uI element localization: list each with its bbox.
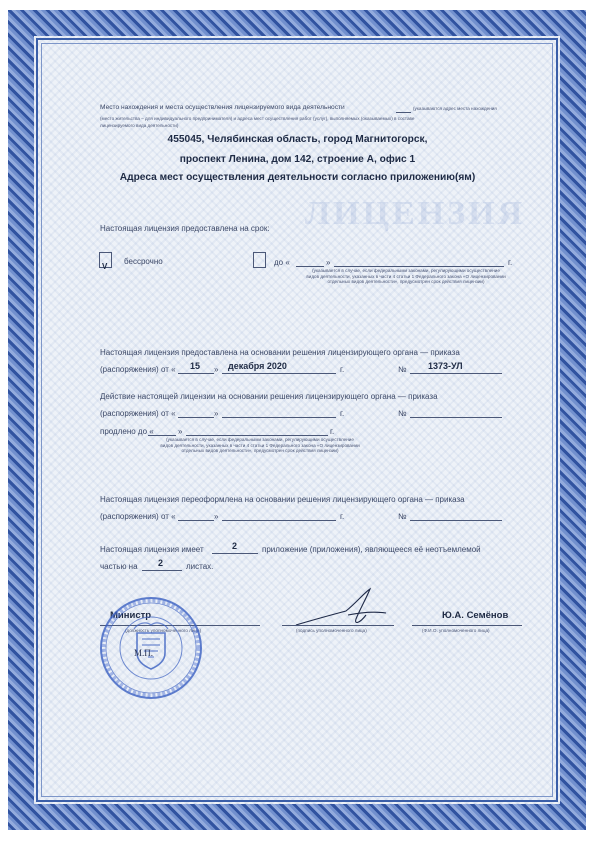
extension-number-line [410, 417, 502, 418]
extension-note: (указывается в случае, если федеральными законами, регулирующими осуществление видов деятельности, указанных в части 4 статьи 1 Федерального закона «О лицензировании отдельных видов деятельности», предусмотрен срок действия лицензии) [160, 437, 360, 454]
reissue-day-line [178, 520, 214, 521]
address-line-2: проспект Ленина, дом 142, строение А, офис 1 [179, 154, 416, 165]
until-day-line [296, 266, 324, 267]
place-note-line3: лицензируемого вида деятельности) [100, 123, 179, 128]
reissue-year: г. [340, 512, 345, 521]
prolonged-quote: » [178, 427, 183, 436]
name-note: (Ф.И.О. уполномоченного лица) [422, 628, 490, 633]
appendix-text-c: частью на [100, 562, 138, 571]
address-line-1: 455045, Челябинская область, город Магнитогорск, [167, 134, 428, 145]
extension-year: г. [340, 409, 345, 418]
extension-prolonged: продлено до « [100, 427, 154, 436]
reissue-number-label: № [398, 512, 407, 521]
reissue-text: Настоящая лицензия переоформлена на основании решения лицензирующего органа — приказа [100, 495, 465, 504]
grant-number: 1373-УЛ [428, 361, 463, 371]
extension-text: Действие настоящей лицензии на основании решения лицензирующего органа — приказа [100, 392, 438, 401]
until-checkbox [253, 252, 266, 268]
grant-number-label: № [398, 365, 407, 374]
prolonged-date-line [186, 435, 328, 436]
appendix-sheets: 2 [158, 558, 164, 568]
grant-number-line [410, 373, 502, 374]
until-date-line [334, 266, 504, 267]
grant-month: декабря 2020 [228, 361, 287, 371]
place-note-line2: (место жительства – для индивидуального предпринимателя) и адреса мест осуществления работ (услуг), выполняемых (оказываемых) в составе [100, 116, 415, 121]
grant-month-line [222, 373, 336, 374]
grant-text: Настоящая лицензия предоставлена на основании решения лицензирующего органа — приказа [100, 348, 460, 357]
option-until: до « [274, 258, 290, 267]
signature-note: (подпись уполномоченного лица) [296, 628, 367, 633]
stamp-mark: М.П. [134, 648, 154, 658]
reissue-number-line [410, 520, 502, 521]
extension-month-line [222, 417, 336, 418]
check-mark: V [102, 262, 108, 271]
term-note: (указывается в случае, если федеральными законами, регулирующими осуществление видов деятельности, указанных в части 4 статьи 1 Федерального закона «О лицензировании отдельных видов деятельности», предусмотрен срок действия лицензии) [306, 268, 506, 285]
appendix-count: 2 [232, 541, 238, 551]
grant-year: г. [340, 365, 345, 374]
appendix-text-b: приложение (приложения), являющееся её неотъемлемой [262, 545, 481, 554]
address-line-3: Адреса мест осуществления деятельности согласно приложению(ям) [119, 172, 476, 183]
grant-from: (распоряжения) от « [100, 365, 176, 374]
grant-quote: » [214, 365, 219, 374]
signature-line [282, 625, 394, 626]
signatory-position: Министр [110, 610, 152, 621]
prolonged-day-line [148, 435, 176, 436]
place-note-right: (указываются адрес места нахождения [413, 106, 497, 111]
place-label-rule [396, 112, 411, 113]
appendix-text-d: листах. [186, 562, 214, 571]
position-note: (должность уполномоченного лица) [125, 628, 202, 633]
extension-number-label: № [398, 409, 407, 418]
until-quote: » [326, 258, 331, 267]
until-year: г. [508, 258, 513, 267]
place-label: Место нахождения и места осуществления лицензируемого вида деятельности [100, 104, 345, 111]
option-indefinite: бессрочно [124, 257, 163, 266]
signatory-name: Ю.А. Семёнов [442, 610, 509, 621]
grant-day: 15 [190, 361, 201, 371]
reissue-from: (распоряжения) от « [100, 512, 176, 521]
prolonged-year: г. [330, 427, 335, 436]
appendix-count-line [212, 553, 258, 554]
reissue-month-line [222, 520, 336, 521]
watermark: ЛИЦЕНЗИЯ [304, 195, 526, 232]
term-label: Настоящая лицензия предоставлена на срок: [100, 224, 270, 233]
extension-from: (распоряжения) от « [100, 409, 176, 418]
name-line [412, 625, 522, 626]
extension-quote: » [214, 409, 219, 418]
extension-day-line [178, 417, 214, 418]
grant-day-line [178, 373, 214, 374]
appendix-text-a: Настоящая лицензия имеет [100, 545, 204, 554]
appendix-sheets-line [142, 570, 182, 571]
reissue-quote: » [214, 512, 219, 521]
